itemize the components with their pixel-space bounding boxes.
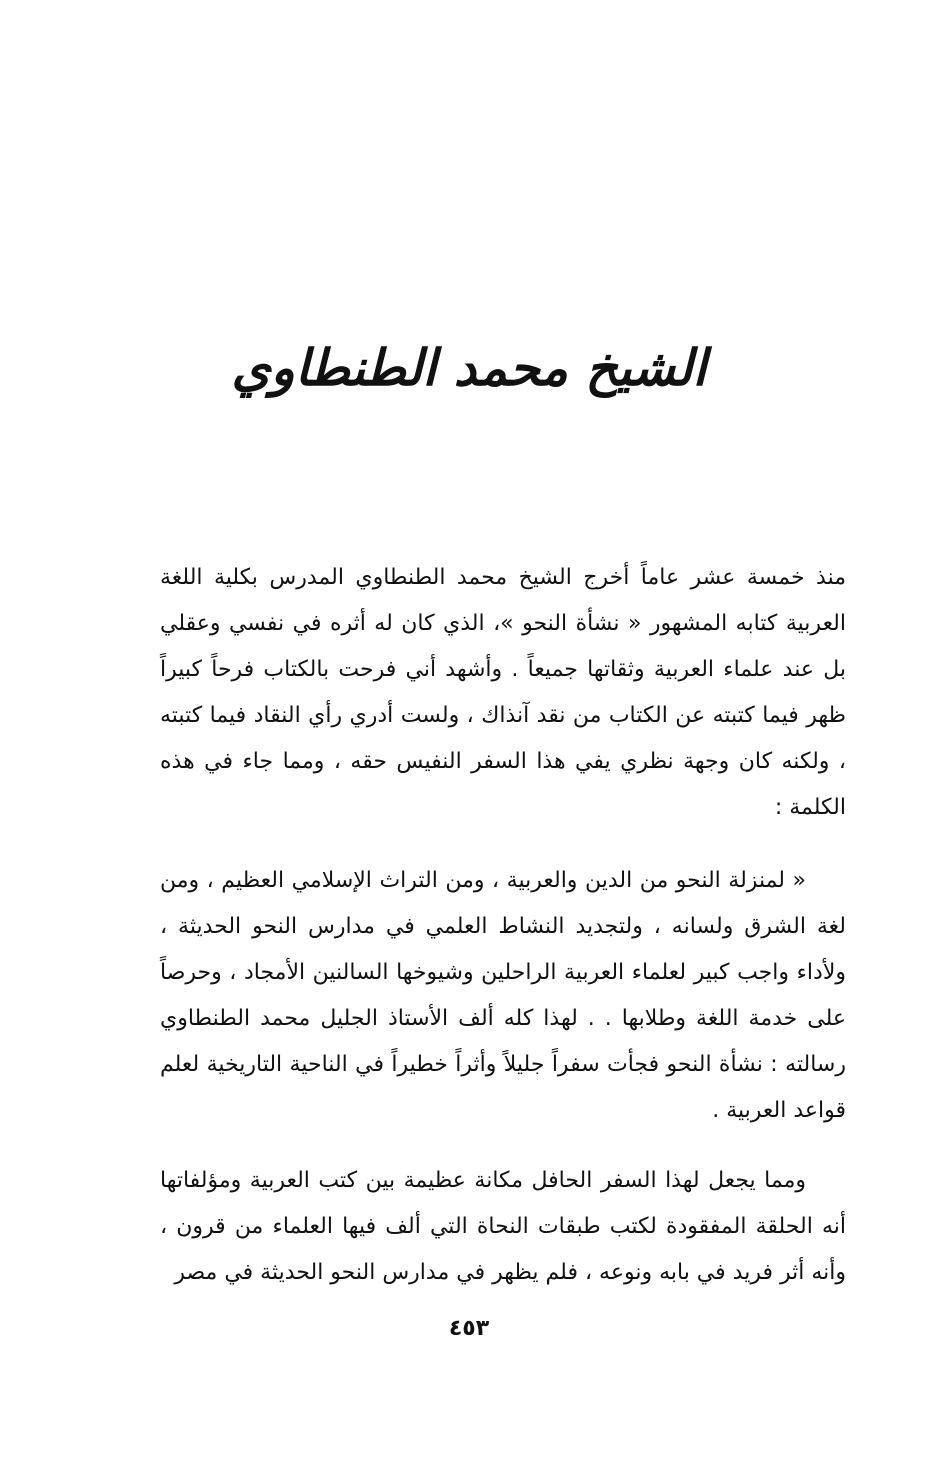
paragraph-text: ومما يجعل لهذا السفر الحافل مكانة عظيمة بين كتب العربية ومؤلفاتها أنه الحلقة المفقودة لكتب طبقات النحاة التي ألف فيها العلماء من قرون ، وأنه أثر فريد في بابه ونوعه ، فلم يظهر في مدارس النحو الحديثة في مصر <box>160 1168 846 1285</box>
paragraph-2 <box>160 858 846 1134</box>
paragraph-3 <box>160 1158 846 1296</box>
paragraph-text: منذ خمسة عشر عاماً أخرج الشيخ محمد الطنطاوي المدرس بكلية اللغة العربية كتابه المشهور « نشأة النحو »، الذي كان له أثره في نفسي وعقلي بل عند علماء العربية وثقاتها جميعاً . وأشهد أني فرحت بالكتاب فرحاً كبيراً ظهر فيما كتبته عن الكتاب من نقد آنذاك ، ولست أدري رأي النقاد فيما كتبته ، ولكنه كان وجهة نظري يفي هذا السفر النفيس حقه ، ومما جاء في هذه الكلمة : <box>160 565 846 820</box>
paragraph-text: « لمنزلة النحو من الدين والعربية ، ومن التراث الإسلامي العظيم ، ومن لغة الشرق ولسانه ، ولتجديد النشاط العلمي في مدارس النحو الحديثة ، ولأداء واجب كبير لعلماء العربية الراحلين وشيوخها السالنين الأمجاد ، وحرصاً على خدمة اللغة وطلابها . . لهذا كله ألف الأستاذ الجليل محمد الطنطاوي رسالته : نشأة النحو فجأت سفراً جليلاً وأثراً خطيراً في الناحية التاريخية لعلم قواعد العربية . <box>160 868 846 1123</box>
chapter-title: الشيخ محمد الطنطاوي <box>231 338 707 397</box>
page-number: ٤٥٣ <box>448 1316 490 1341</box>
paragraph-1 <box>160 555 846 831</box>
